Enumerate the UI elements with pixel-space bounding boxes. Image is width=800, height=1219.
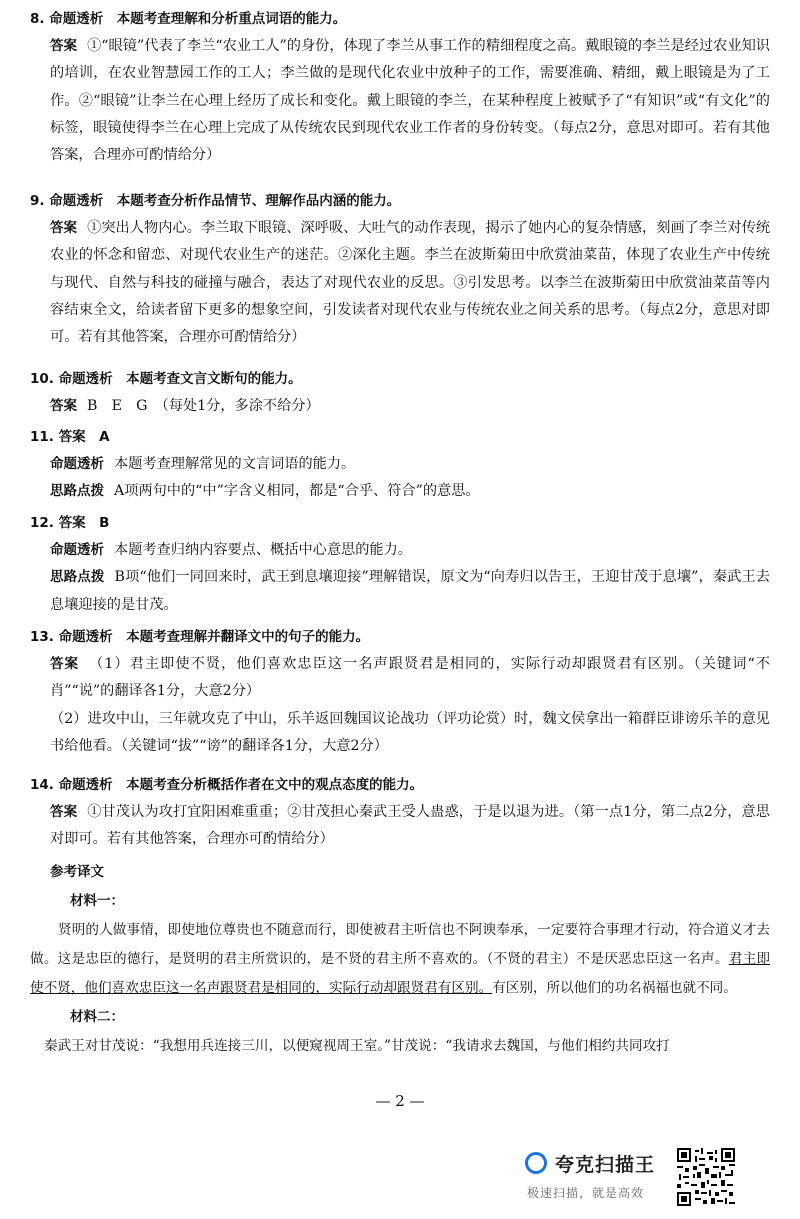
translation-title: 参考译文	[50, 864, 104, 880]
question-10-answer	[30, 393, 770, 420]
answer-text: B E G （每处1分，多涂不给分）	[87, 398, 320, 415]
reference-translation	[30, 858, 770, 1061]
analysis-tag: 命题透析	[50, 456, 104, 473]
question-9	[30, 188, 770, 351]
answer-text: ①突出人物内心。李兰取下眼镜、深呼吸、大吐气的动作表现，揭示了她内心的复杂情感，刻画了李兰对传统农业的怀念和留恋、对现代农业生产的迷茫。②深化主题。李兰在波斯菊田中欣赏油菜苗，体现了农业生产中传统与现代、自然与科技的碰撞与融合，表达了对现代农业的反思。③引发思考。以李兰在波斯菊田中欣赏油菜苗等内容结束全文，给读者留下更多的想象空间，引发读者对现代农业与传统农业之间关系的思考。（每点2分，意思对即可。若有其他答案，合理亦可酌情给分）	[50, 220, 771, 346]
answer-tag: 答案	[50, 804, 78, 821]
analysis-text: 本题考查理解常见的文言词语的能力。	[114, 456, 356, 473]
hint-tag: 思路点拨	[50, 483, 104, 500]
answer-text: ①甘茂认为攻打宜阳困难重重；②甘茂担心秦武王受人蛊惑，于是以退为进。（第一点1分，第二点2分，意思对即可。若有其他答案，合理亦可酌情给分）	[50, 804, 770, 848]
question-14-answer	[30, 799, 770, 853]
question-13-answer	[30, 651, 770, 705]
answer-tag: 答案	[50, 656, 80, 673]
hint-tag: 思路点拨	[50, 569, 105, 586]
material-1-pre: 贤明的人做事情，即使地位尊贵也不随意而行，即使被君主听信也不阿谀奉承，一定要符合事理才行动，符合道义才去做。这是忠臣的德行，是贤明的君主所赏识的，是不贤的君主所不喜欢的。（不贤的君主）不是厌恶忠臣这一名声。	[30, 922, 770, 967]
question-8-answer	[30, 33, 770, 169]
question-10	[30, 366, 770, 420]
question-11-analysis	[30, 451, 770, 478]
answer-text: ①“眼镜”代表了李兰“农业工人”的身份，体现了李兰从事工作的精细程度之高。戴眼镜的李兰是经过农业知识的培训，在农业智慧园工作的工人；李兰做的是现代化农业中放种子的工作，需要准确、精细，戴上眼镜是为了工作。②“眼镜”让李兰在心理上经历了成长和变化。戴上眼镜的李兰，在某种程度上被赋予了“有知识”或“有文化”的标签，眼镜使得李兰在心理上完成了从传统农民到现代农业工作者的身份转变。（每点2分，意思对即可。若有其他答案，合理亦可酌情给分）	[50, 38, 770, 164]
question-10-head: 10. 命题透析 本题考查文言文断句的能力。	[30, 371, 302, 387]
answer-text-1: （1）君主即使不贤，他们喜欢忠臣这一名声跟贤君是相同的，实际行动却跟贤君有区别。（关键词“不肖”“说”的翻译各1分，大意2分）	[50, 656, 770, 700]
material-1-title: 材料一：	[70, 893, 124, 909]
question-11-head: 11. 答案 A	[30, 429, 110, 445]
qr-code-icon	[677, 1148, 735, 1206]
question-11	[30, 424, 770, 506]
answer-tag: 答案	[50, 220, 78, 237]
material-1-underlined: 君主即使不贤，他们喜欢忠臣这一名声跟贤君是相同的，实际行动却跟贤君有区别。	[30, 951, 770, 996]
hint-text: A项两句中的“中”字含义相同，都是“合乎、符合”的意思。	[114, 483, 480, 500]
material-2-text: 秦武王对甘茂说：“我想用兵连接三川，以便窥视周王室。”甘茂说：“我请求去魏国，与他们相约共同攻打	[44, 1038, 670, 1054]
question-8-head: 8. 命题透析 本题考查理解和分析重点词语的能力。	[30, 11, 347, 27]
material-2-title: 材料二：	[70, 1009, 124, 1025]
hint-text: B项“他们一同回来时，武王到息壤迎接”理解错误，原文为“向寿归以告王，王迎甘茂于息壤”，秦武王去息壤迎接的是甘茂。	[50, 569, 770, 613]
question-14	[30, 772, 770, 854]
question-9-head: 9. 命题透析 本题考查分析作品情节、理解作品内涵的能力。	[30, 193, 401, 209]
question-13	[30, 624, 770, 760]
question-12	[30, 510, 770, 619]
answer-tag: 答案	[50, 398, 77, 415]
scanner-app-name: 夸克扫描王	[555, 1154, 656, 1176]
question-13-answer-2: （2）进攻中山，三年就攻克了中山，乐羊返回魏国议论战功（评功论赏）时，魏文侯拿出一箱群臣诽谤乐羊的意见书给他看。（关键词“拔”“谤”的翻译各1分，大意2分）	[50, 710, 770, 754]
question-14-head: 14. 命题透析 本题考查分析概括作者在文中的观点态度的能力。	[30, 777, 424, 793]
question-12-analysis	[30, 537, 770, 564]
scanner-logo-icon	[525, 1152, 547, 1174]
scanner-slogan: 极速扫描，就是高效	[527, 1186, 645, 1200]
answer-tag: 答案	[50, 38, 78, 55]
page-number: — 2 —	[375, 1092, 425, 1110]
question-9-answer	[30, 215, 770, 351]
material-1-text	[30, 916, 770, 1003]
material-1-post: 有区别，所以他们的功名祸福也就不同。	[492, 980, 737, 996]
analysis-text: 本题考查归纳内容要点、概括中心意思的能力。	[114, 542, 412, 559]
question-8	[30, 6, 770, 169]
question-13-head: 13. 命题透析 本题考查理解并翻译文中的句子的能力。	[30, 629, 370, 645]
analysis-tag: 命题透析	[50, 542, 104, 559]
question-12-hint	[30, 564, 770, 618]
question-12-head: 12. 答案 B	[30, 515, 110, 531]
scanner-watermark	[525, 1148, 760, 1208]
question-11-hint	[30, 478, 770, 505]
